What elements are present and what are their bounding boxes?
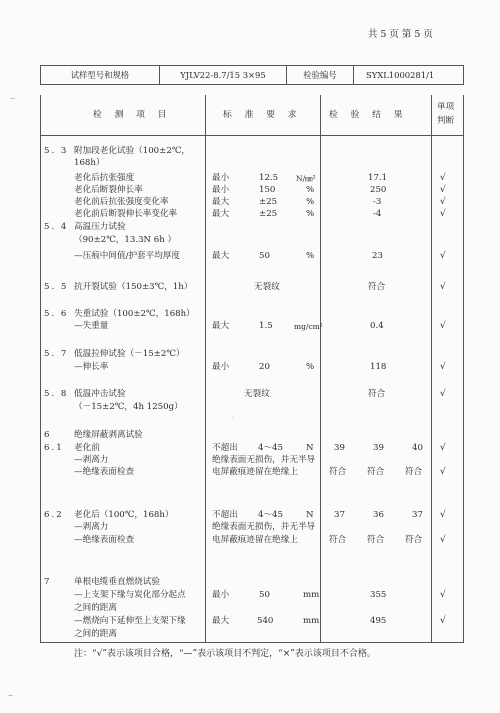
section-title: 附加段老化试验（100±2℃，: [74, 146, 191, 156]
unit: N: [306, 510, 314, 520]
requirement: 无裂纹: [254, 282, 280, 292]
unit: %: [306, 251, 315, 261]
unit: mm: [303, 590, 320, 600]
unit: %: [306, 197, 315, 207]
header-table: [40, 65, 464, 85]
value: 50: [259, 590, 270, 600]
judge-check: √: [440, 185, 446, 195]
limit: 最小: [212, 362, 230, 372]
item-name: —绝缘表面检查: [74, 535, 135, 545]
result: 39: [373, 443, 384, 453]
col-divider: [320, 95, 321, 643]
unit: %: [306, 209, 315, 219]
section-title: 绝缘屏蔽剥离试验: [74, 430, 143, 440]
value: 540: [257, 616, 274, 626]
sample-value: YJLV22-8.7/15 3×95: [160, 66, 287, 85]
requirement: 无裂纹: [244, 389, 270, 399]
judge-check: √: [440, 197, 446, 207]
item-name: —剥离力: [74, 455, 109, 465]
result: 118: [370, 362, 387, 372]
judge-check: √: [440, 535, 446, 545]
range: 4～45: [258, 443, 283, 453]
value: 12.5: [259, 173, 279, 183]
column-header: [40, 95, 464, 136]
value: 1.5: [259, 321, 273, 331]
section-title: 低温拉伸试验（－15±2℃）: [74, 349, 185, 359]
result: -3: [373, 197, 382, 207]
item-name: 老化后断裂伸长率: [74, 185, 143, 195]
section-title: （－15±2℃，4h 1250g）: [74, 402, 183, 412]
section-title: 低温冲击试验: [74, 389, 126, 399]
scan-mark: –: [10, 93, 15, 104]
value: ±25: [259, 209, 278, 219]
limit: 最小: [212, 173, 230, 183]
limit: 不超出: [212, 443, 238, 453]
requirement: 电屏蔽痕迹留在绝缘上: [212, 467, 298, 477]
judge-check: √: [440, 173, 446, 183]
requirement: 绝缘表面无损伤，并无半导: [212, 522, 316, 532]
result: 符合: [368, 389, 386, 399]
result: 17.1: [368, 173, 388, 183]
unit: N/㎜²: [296, 174, 316, 183]
item-name: 之间的距离: [74, 629, 117, 639]
section-number: 5. 7: [44, 349, 69, 359]
requirement: 电屏蔽痕迹留在绝缘上: [212, 535, 298, 545]
limit: 不超出: [212, 510, 238, 520]
col-requirement: 标 准 要 求: [223, 110, 302, 120]
item-name: —上支架下缘与炭化部分起点: [74, 590, 186, 600]
judge-check: √: [440, 510, 446, 520]
unit: %: [306, 185, 315, 195]
unit: N: [306, 443, 314, 453]
judge-check: √: [440, 251, 446, 261]
limit: 最大: [212, 321, 230, 331]
result: 39: [334, 443, 345, 453]
limit: 最小: [212, 590, 230, 600]
col-divider: [205, 95, 206, 643]
requirement: 绝缘表面无损伤，并无半导: [212, 455, 316, 465]
result: 37: [334, 510, 345, 520]
item-name: 老化后抗张强度: [74, 173, 135, 183]
limit: 最大: [212, 197, 230, 207]
unit: mg/cm²: [294, 322, 323, 331]
judge-check: √: [440, 590, 446, 600]
result: 符合: [405, 467, 423, 477]
item-name: —绝缘表面检查: [74, 467, 135, 477]
col-result: 检 验 结 果: [329, 110, 408, 120]
unit: %: [306, 362, 315, 372]
result: 355: [370, 590, 387, 600]
result: 23: [372, 251, 383, 261]
page-number: 共 5 页 第 5 页: [367, 29, 433, 40]
scan-mark: ·: [232, 415, 234, 422]
result: 37: [412, 510, 423, 520]
result: 250: [370, 185, 387, 195]
value: ±25: [259, 197, 278, 207]
item-name: —失重量: [74, 321, 109, 331]
section-title: 老化后（100℃，168h）: [74, 510, 174, 520]
section-title: 失重试验（100±2℃，168h）: [74, 309, 195, 319]
value: 50: [259, 251, 270, 261]
item-name: —剥离力: [74, 522, 109, 532]
footnote: 注：“√”表示该项目合格，“—”表示该项目不判定，“×”表示该项目不合格。: [74, 649, 376, 659]
section-title: 168h）: [74, 158, 105, 168]
limit: 最大: [212, 616, 230, 626]
item-name: 老化前后断裂伸长率变化率: [74, 209, 178, 219]
value: 20: [259, 362, 270, 372]
judge-check: √: [440, 443, 446, 453]
result: 符合: [405, 535, 423, 545]
unit: mm: [303, 616, 320, 626]
section-number: 6.1: [44, 443, 64, 453]
sub-title: 老化前: [74, 443, 100, 453]
result: 0.4: [370, 321, 384, 331]
item-name: —燃烧向下延伸至上支架下缘: [74, 616, 186, 626]
col-divider: [431, 95, 432, 643]
section-number: 5. 6: [44, 309, 69, 319]
judge-check: √: [440, 467, 446, 477]
sample-label: 试样型号和规格: [41, 66, 160, 85]
result: 495: [370, 616, 387, 626]
report-label: 检验编号: [287, 66, 354, 85]
section-number: 6: [44, 430, 52, 440]
section-number: 5. 5: [44, 282, 69, 292]
section-title: （90±2℃，13.3N 6h ）: [74, 235, 177, 245]
item-name: —伸长率: [74, 362, 109, 372]
judge-check: √: [440, 282, 446, 292]
col-judge-1: 单项: [437, 102, 455, 112]
section-number: 7: [44, 577, 52, 587]
section-number: 5. 4: [44, 222, 69, 232]
item-name: 老化前后抗张强度变化率: [74, 197, 169, 207]
section-title: 抗开裂试验（150±3℃，1h）: [74, 282, 193, 292]
limit: 最大: [212, 209, 230, 219]
result: 符合: [368, 282, 386, 292]
scan-mark: –: [8, 690, 13, 701]
judge-check: √: [440, 616, 446, 626]
judge-check: √: [440, 209, 446, 219]
result: 符合: [329, 467, 347, 477]
result: -4: [373, 209, 382, 219]
section-title: 单根电缆垂直燃烧试验: [74, 577, 160, 587]
result: 36: [373, 510, 384, 520]
limit: 最小: [212, 185, 230, 195]
judge-check: √: [440, 321, 446, 331]
judge-check: √: [440, 362, 446, 372]
result: 40: [412, 443, 423, 453]
range: 4～45: [258, 510, 283, 520]
value: 150: [259, 185, 276, 195]
result: 符合: [367, 535, 385, 545]
report-value: SYXL1000281/1: [354, 66, 464, 85]
section-number: 6.2: [44, 510, 64, 520]
section-number: 5. 8: [44, 389, 69, 399]
limit: 最大: [212, 251, 230, 261]
result: 符合: [329, 535, 347, 545]
section-title: 高温压力试验: [74, 222, 126, 232]
result: 符合: [367, 467, 385, 477]
col-judge-2: 判断: [437, 116, 455, 126]
judge-check: √: [440, 389, 446, 399]
col-item: 检 测 项 目: [93, 110, 172, 120]
item-name: —压痕中间值/护套平均厚度: [74, 251, 181, 261]
section-number: 5. 3: [44, 146, 69, 156]
item-name: 之间的距离: [74, 603, 117, 613]
